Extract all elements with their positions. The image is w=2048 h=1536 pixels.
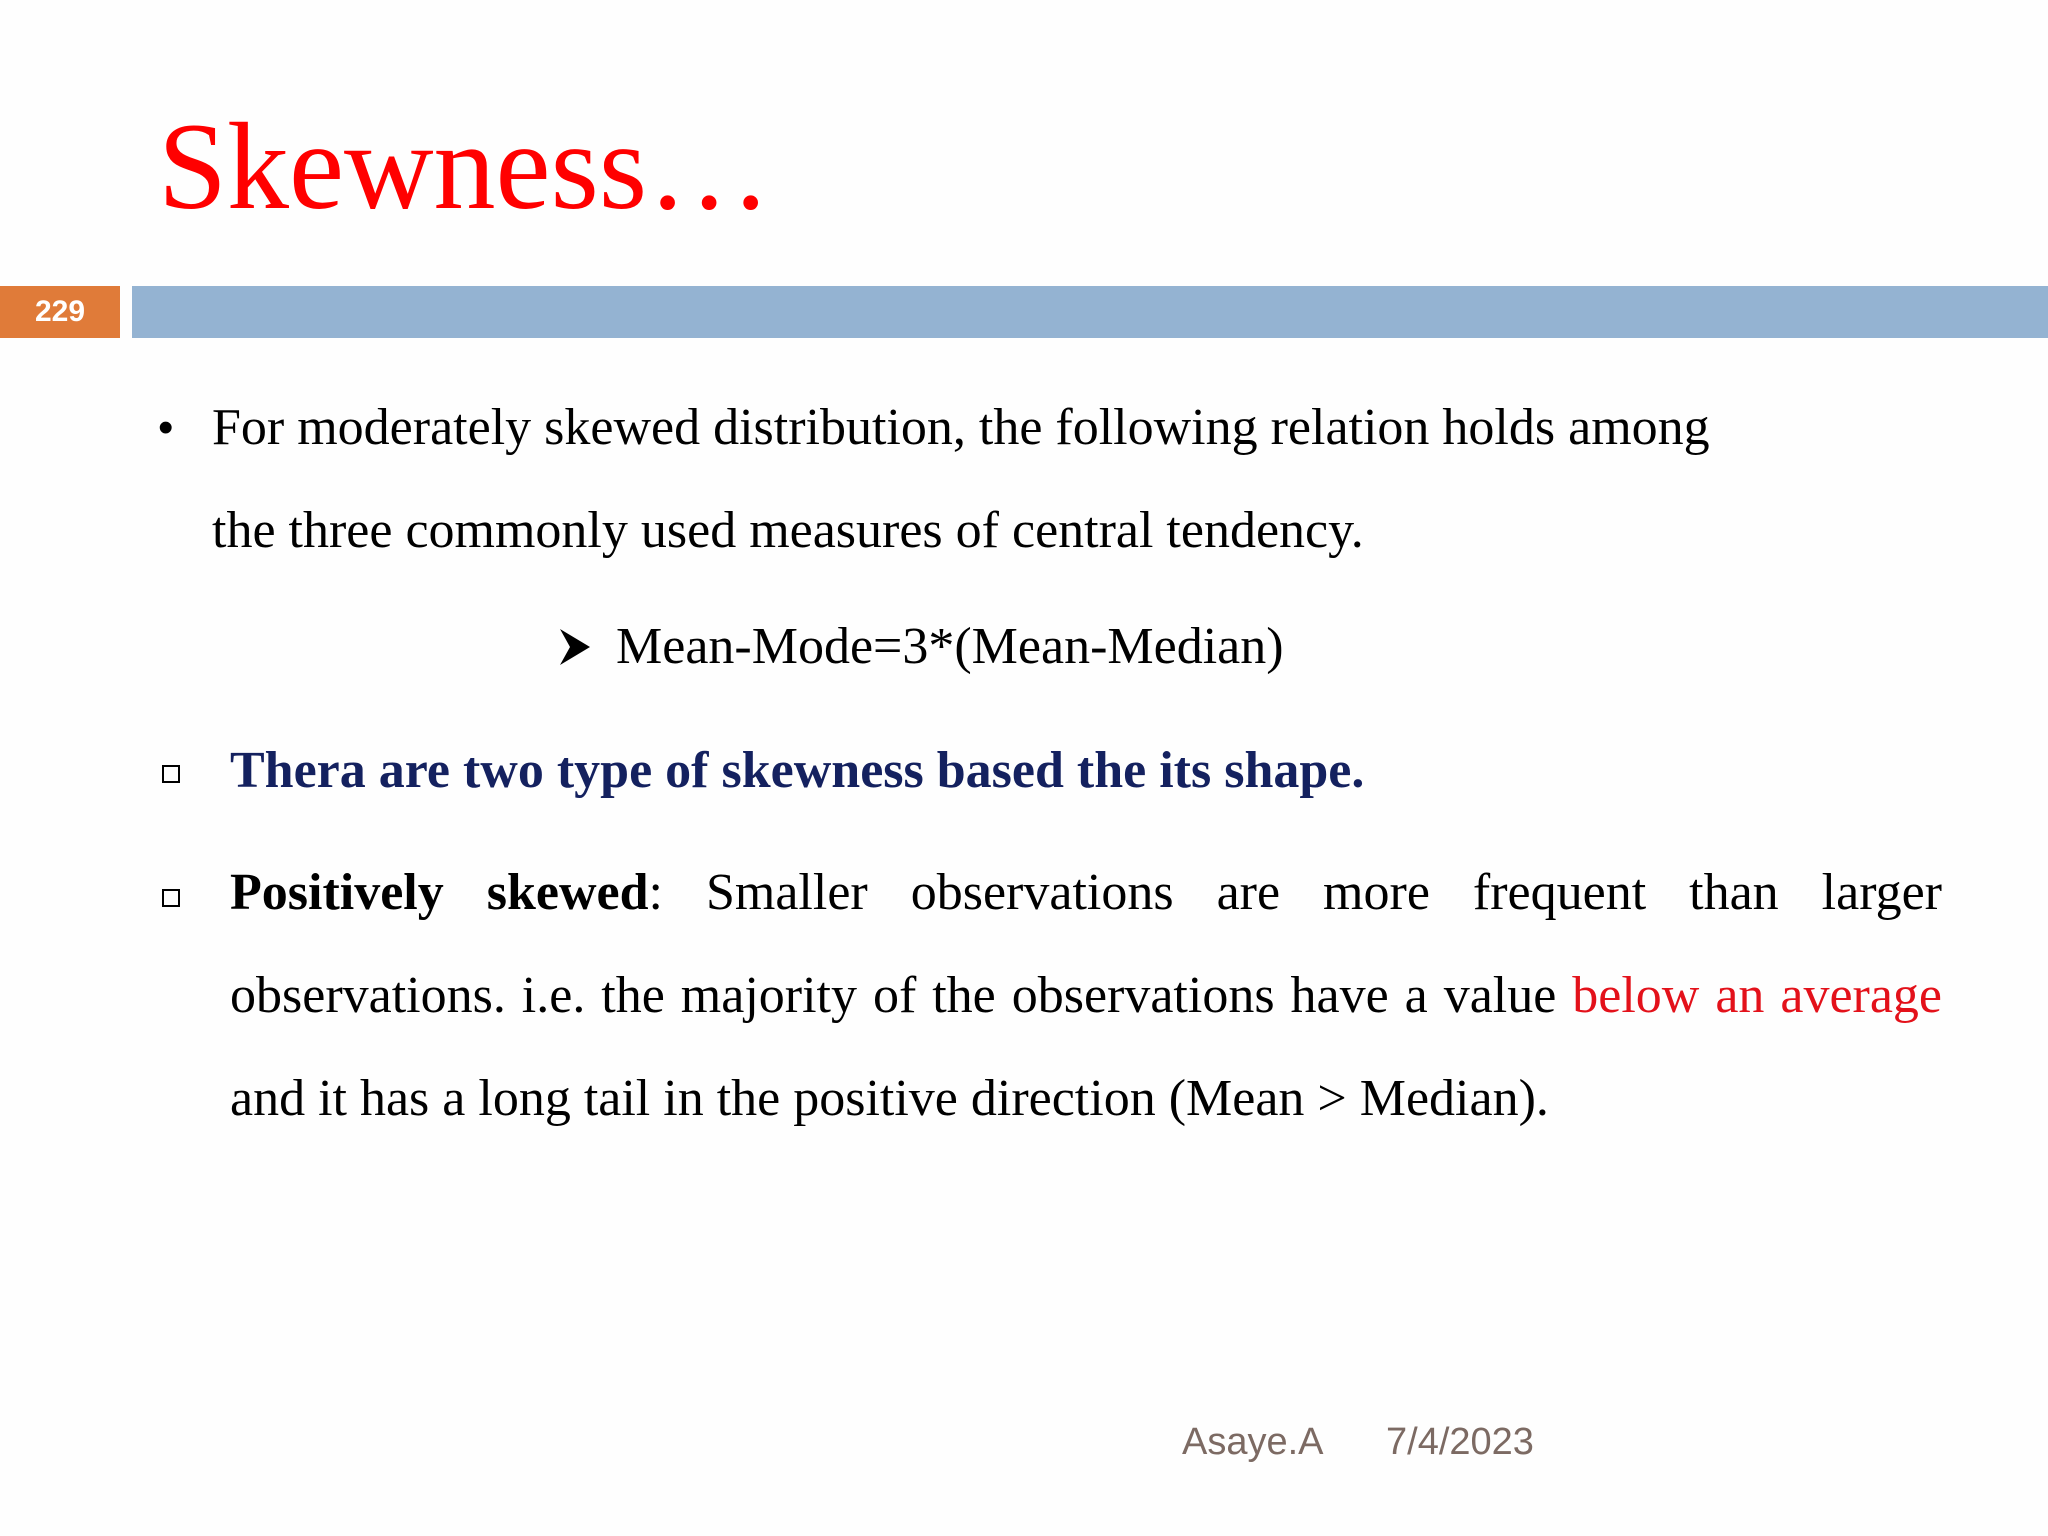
formula-row <box>558 612 1284 682</box>
bullet-text-relation: For moderately skewed distribution, the following relation holds among the three commonly used measures of central tendency. <box>212 399 1710 559</box>
definition-text-part1: Smaller observations are more frequent than larger observations. i.e. the majority of the observations have a value <box>230 864 1942 1024</box>
slide-number-badge: 229 <box>0 286 120 338</box>
term-positively-skewed: Positively skewed <box>230 864 649 921</box>
definition-text-part2: and it has a long tail in the positive direction (Mean > Median). <box>230 1070 1549 1127</box>
slide-title: Skewness… <box>158 98 772 235</box>
square-bullet-icon <box>162 889 180 907</box>
title-divider-bar <box>132 286 2048 338</box>
square-bullet-icon <box>162 765 180 783</box>
term-colon: : <box>648 864 663 921</box>
bullet-text-skewness-types: Thera are two type of skewness based the its shape. <box>230 742 1365 799</box>
formula-text: Mean-Mode=3*(Mean-Median) <box>616 618 1284 675</box>
bullet-dot-icon: • <box>158 403 174 452</box>
arrow-bullet-icon <box>558 627 592 667</box>
highlight-below-average: below an average <box>1572 967 1943 1024</box>
bullet-text-positive-skew <box>230 841 1942 1150</box>
footer-date: 7/4/2023 <box>1386 1421 1534 1463</box>
footer-author: Asaye.A <box>1182 1421 1324 1463</box>
